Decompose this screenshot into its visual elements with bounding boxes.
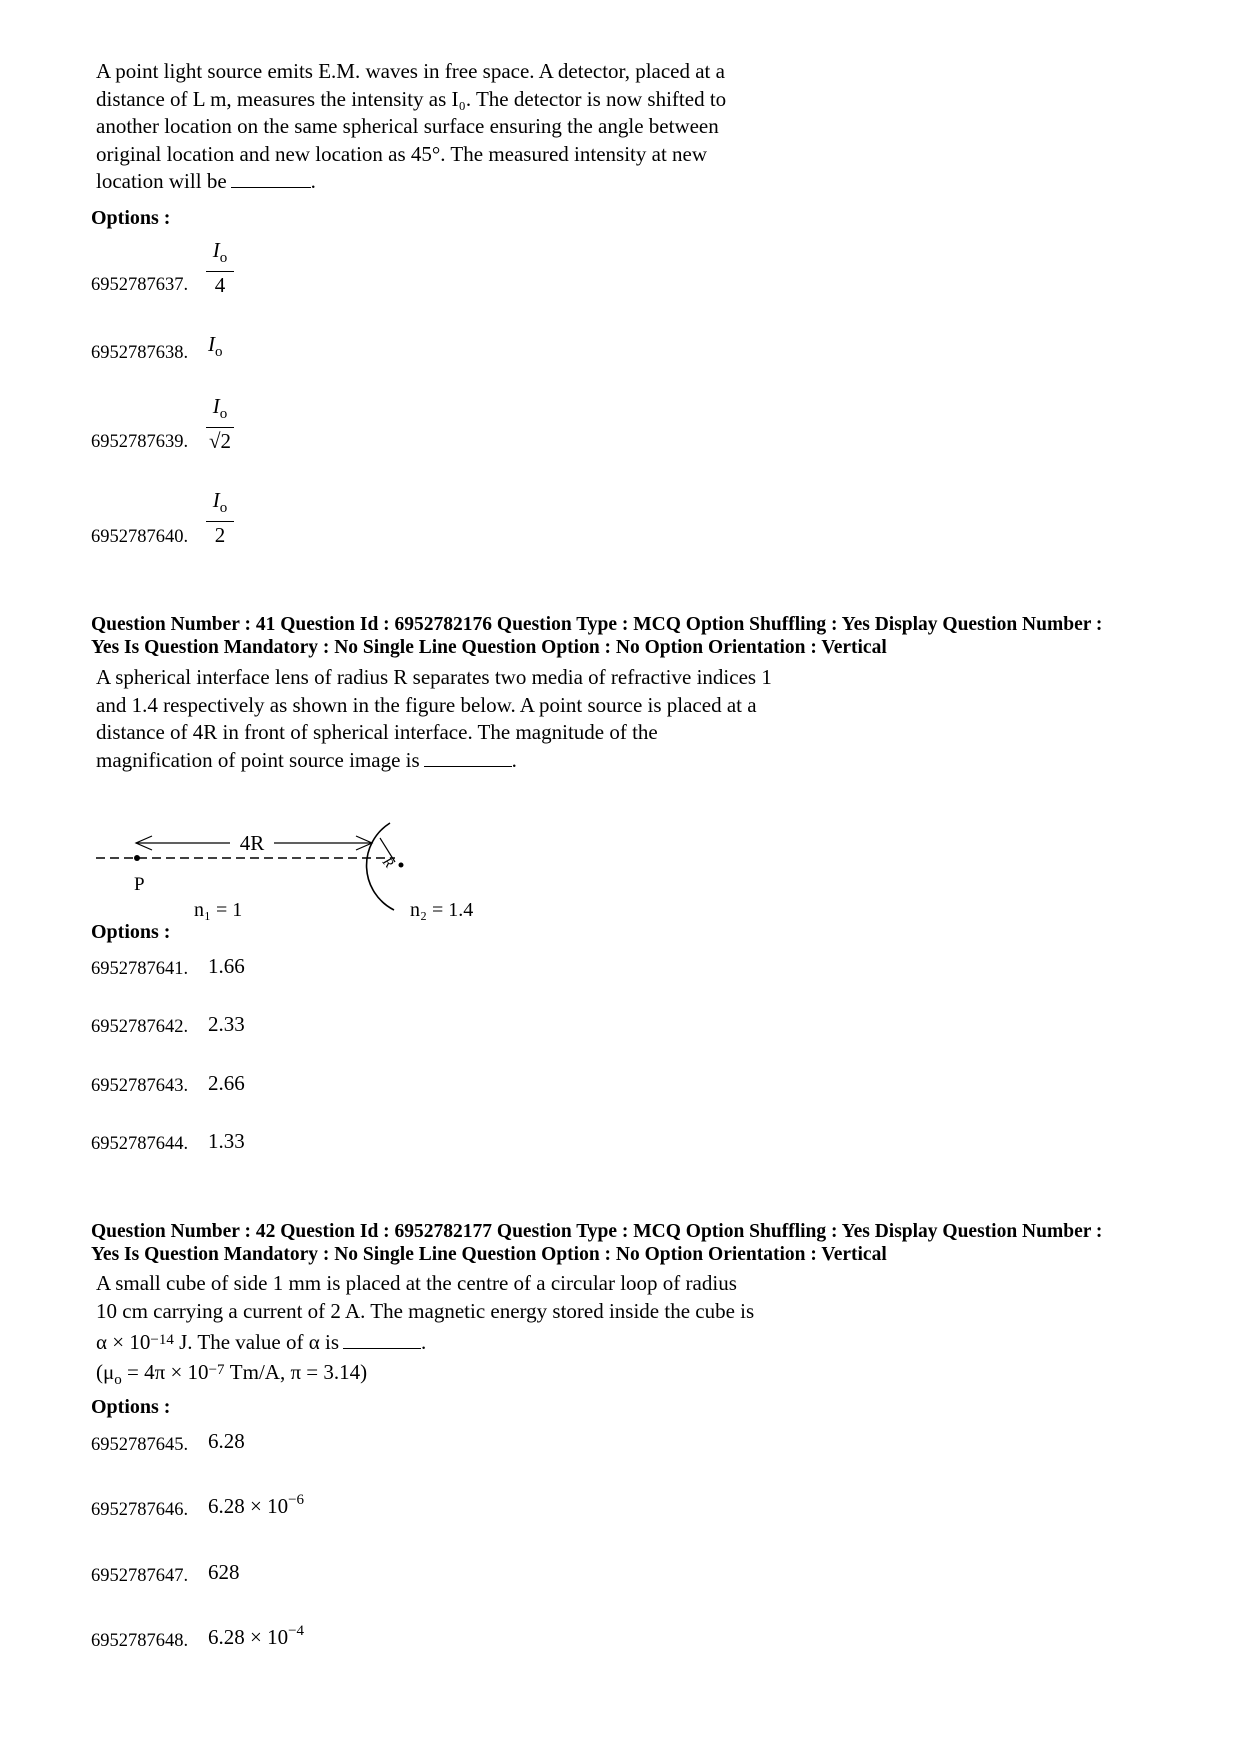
q40-option-id: 6952787640. bbox=[91, 527, 189, 547]
q41-header-line-2: Yes Is Question Mandatory : No Single Line Question Option : No Option Orientation : Vertical bbox=[91, 637, 887, 658]
q42-options-label: Options : bbox=[91, 1396, 171, 1418]
refraction-figure bbox=[90, 820, 530, 930]
q42-option-value: $6.28 \times 10^{-6}$ bbox=[208, 1492, 305, 1518]
q41-line-1: A spherical interface lens of radius R separates two media of refractive indices 1 bbox=[96, 665, 772, 689]
point-source-label: P bbox=[134, 874, 145, 895]
q40-option-3-fraction bbox=[206, 394, 234, 452]
q40-line-5-text: location will be bbox=[96, 169, 227, 193]
q42-option-value: 628 bbox=[208, 1560, 240, 1584]
q41-option-id: 6952787643. bbox=[91, 1076, 189, 1096]
fraction-bar bbox=[206, 521, 234, 522]
q41-line-4: magnification of point source image is . bbox=[96, 747, 517, 772]
q40-option-4-fraction bbox=[206, 488, 234, 546]
q40-option-id: 6952787637. bbox=[91, 275, 189, 295]
fraction-denominator: 4 bbox=[214, 273, 226, 298]
n2-label: n₂ = 1.4 bbox=[410, 899, 474, 921]
q42-option-id: 6952787646. bbox=[91, 1500, 189, 1520]
q41-line-2: and 1.4 respectively as shown in the figure below. A point source is placed at a bbox=[96, 692, 757, 717]
q41-line-4-text: magnification of point source image is bbox=[96, 747, 420, 772]
q42-line-2: 10 cm carrying a current of 2 A. The magnetic energy stored inside the cube is bbox=[96, 1298, 755, 1323]
q40-line-3: another location on the same spherical surface ensuring the angle between bbox=[96, 114, 719, 138]
q40-option-1-fraction bbox=[206, 238, 234, 296]
q40-text bbox=[96, 58, 726, 196]
q40-option-id: 6952787639. bbox=[91, 432, 189, 452]
q42-line-4: ($\mu_o = 4\pi \times 10^{-7}$ Tm/A, π = 3.14) bbox=[96, 1359, 368, 1388]
q40-option-id: 6952787638. bbox=[91, 343, 189, 363]
q42-line-1: A small cube of side 1 mm is placed at the centre of a circular loop of radius bbox=[96, 1271, 737, 1295]
radius-label: R bbox=[378, 854, 396, 872]
answer-blank bbox=[343, 1348, 421, 1349]
q41-option-value: 2.66 bbox=[208, 1071, 245, 1095]
q40-line-4: original location and new location as 45°. The measured intensity at new bbox=[96, 141, 708, 166]
q42-header-line-1: Question Number : 42 Question Id : 6952782177 Question Type : MCQ Option Shuffling : Yes Display Question Number : bbox=[91, 1221, 1103, 1242]
point-source bbox=[134, 855, 140, 861]
fraction-bar bbox=[206, 427, 234, 428]
q40-line-5: location will be . bbox=[96, 169, 316, 193]
fraction-bar bbox=[206, 271, 234, 272]
q40-line-2: distance of L m, measures the intensity as I₀. The detector is now shifted to bbox=[96, 86, 727, 111]
distance-label: 4R bbox=[239, 831, 265, 855]
q42-header bbox=[91, 1220, 1102, 1266]
q42-header-line-2: Yes Is Question Mandatory : No Single Line Question Option : No Option Orientation : Vertical bbox=[91, 1244, 887, 1265]
q42-option-value: 6.28 bbox=[208, 1429, 245, 1453]
q41-option-value: 1.33 bbox=[208, 1129, 245, 1153]
answer-blank bbox=[424, 766, 512, 767]
fraction-numerator: $I_o$ bbox=[212, 238, 228, 267]
q41-option-value: 2.33 bbox=[208, 1012, 245, 1036]
n1-label: n₁ = 1 bbox=[194, 899, 243, 921]
q41-header-line-1: Question Number : 41 Question Id : 6952782176 Question Type : MCQ Option Shuffling : Yes Display Question Number : bbox=[91, 614, 1103, 635]
fraction-numerator: $I_o$ bbox=[212, 394, 228, 423]
answer-blank bbox=[231, 187, 311, 188]
fraction-denominator: √2 bbox=[208, 429, 232, 454]
q41-header bbox=[91, 613, 1102, 659]
q41-option-id: 6952787642. bbox=[91, 1017, 189, 1037]
centre-of-curvature bbox=[399, 863, 404, 868]
q41-option-id: 6952787641. bbox=[91, 959, 189, 979]
q42-option-id: 6952787648. bbox=[91, 1631, 189, 1651]
q41-option-id: 6952787644. bbox=[91, 1134, 189, 1154]
q40-line-1: A point light source emits E.M. waves in free space. A detector, placed at a bbox=[96, 59, 725, 83]
q42-option-id: 6952787647. bbox=[91, 1566, 189, 1586]
q41-option-value: 1.66 bbox=[208, 954, 245, 978]
q40-option-2-value: $I_o$ bbox=[208, 332, 223, 361]
q40-options-label: Options : bbox=[91, 207, 171, 229]
fraction-denominator: 2 bbox=[214, 523, 226, 548]
q42-option-value: $6.28 \times 10^{-4}$ bbox=[208, 1623, 305, 1649]
fraction-numerator: $I_o$ bbox=[212, 488, 228, 517]
q42-line-3: $\alpha \times 10^{-14}$ J. The value of α is . bbox=[96, 1330, 427, 1354]
q41-text bbox=[96, 664, 772, 774]
q42-text bbox=[96, 1270, 754, 1394]
q41-line-3: distance of 4R in front of spherical interface. The magnitude of the bbox=[96, 720, 658, 744]
q42-option-id: 6952787645. bbox=[91, 1435, 189, 1455]
q41-options-label: Options : bbox=[91, 921, 171, 943]
